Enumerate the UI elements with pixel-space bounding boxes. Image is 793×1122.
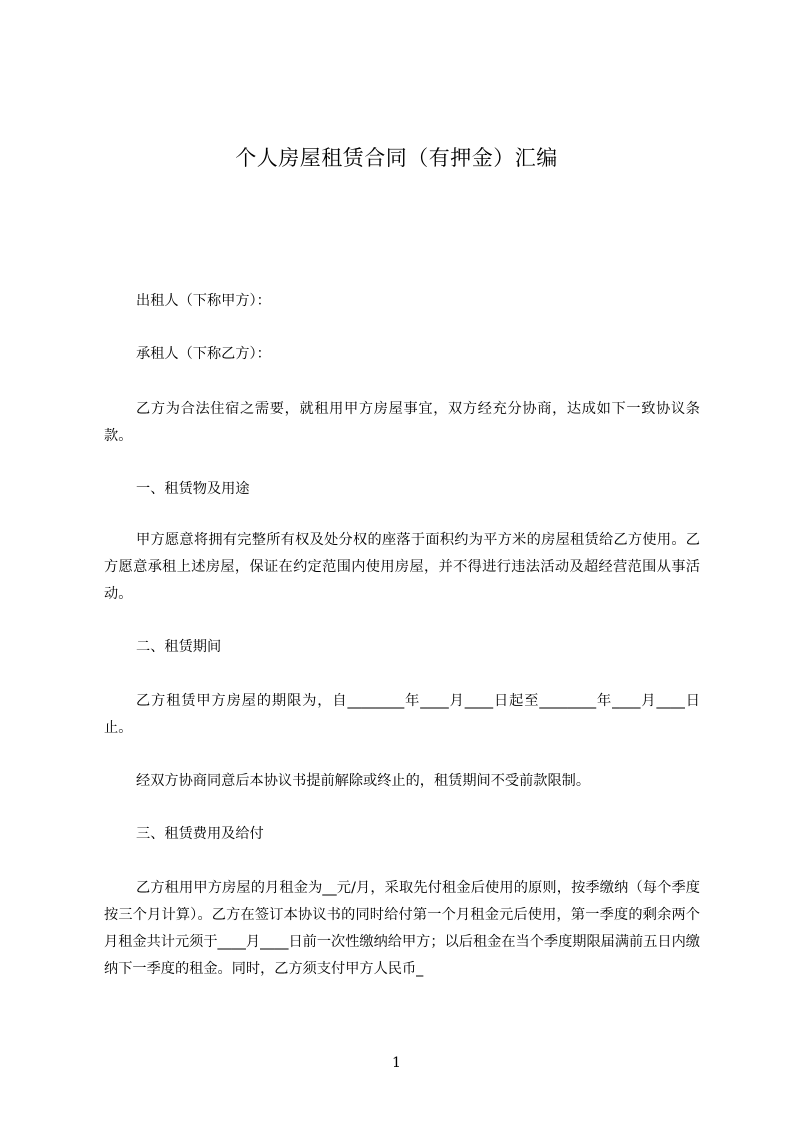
page-number: 1	[392, 1055, 401, 1071]
intro-paragraph: 乙方为合法住宿之需要，就租用甲方房屋事宜，双方经充分协商，达成如下一致协议条款。	[104, 401, 700, 444]
section-1-heading: 一、租赁物及用途	[136, 481, 250, 497]
section-2-paragraph-1: 乙方租赁甲方房屋的期限为，自________年____月____日起至________年____月____日止。	[104, 693, 700, 736]
section-2-paragraph-2: 经双方协商同意后本协议书提前解除或终止的，租赁期间不受前款限制。	[136, 773, 591, 789]
lessor-label: 出租人（下称甲方）：	[136, 293, 271, 309]
section-3-paragraph: 乙方租用甲方房屋的月租金为__元/月，采取先付租金后使用的原则，按季缴纳（每个季度按三个月计算）。乙方在签订本协议书的同时给付第一个月租金元后使用，第一季度的剩余两个月租金共计元须于____月____日前一次性缴纳给甲方；以后租金在当个季度期限届满前五日内缴纳下一季度的租金。同时，乙方须支付甲方人民币_	[104, 880, 700, 977]
section-1-paragraph: 甲方愿意将拥有完整所有权及处分权的座落于面积约为平方米的房屋租赁给乙方使用。乙方愿意承租上述房屋，保证在约定范围内使用房屋，并不得进行违法活动及超经营范围从事活动。	[104, 532, 700, 602]
section-2-heading: 二、租赁期间	[136, 639, 222, 655]
section-3-heading: 三、租赁费用及给付	[136, 826, 264, 842]
document-title: 个人房屋租赁合同（有押金）汇编	[235, 146, 558, 170]
lessee-label: 承租人（下称乙方）：	[136, 346, 271, 362]
